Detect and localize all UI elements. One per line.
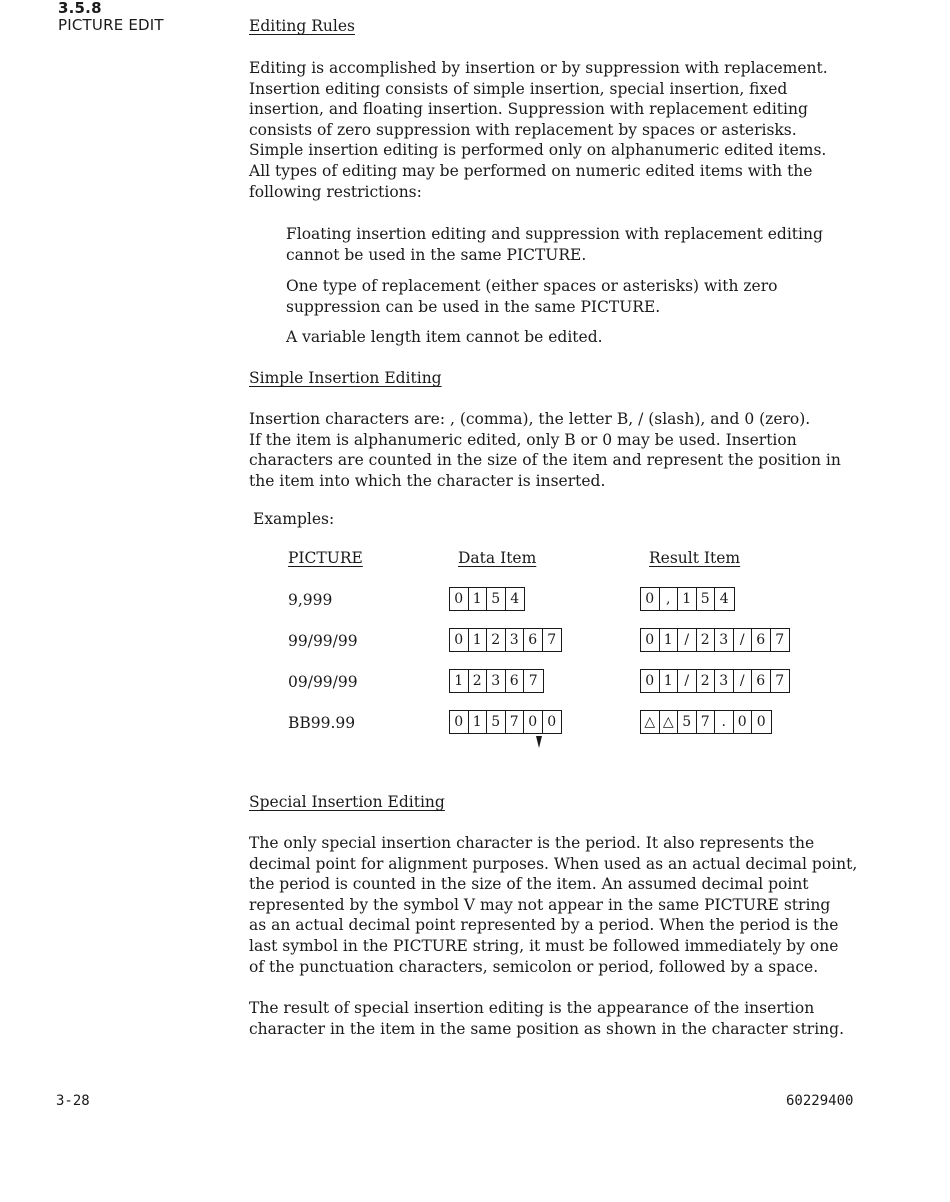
char-cell: / — [734, 670, 753, 692]
char-cell: 7 — [528, 673, 538, 689]
char-cell: 6 — [752, 629, 771, 651]
picture-string: 99/99/99 — [288, 632, 358, 650]
section-margin-heading — [58, 0, 164, 34]
char-cell: 0 — [641, 629, 660, 651]
restriction-item: One type of replacement (either spaces or asterisks) with zero suppression can be used in the same PICTURE. — [286, 277, 778, 316]
char-cell: 5 — [697, 588, 716, 610]
char-cell: 0 — [641, 670, 660, 692]
result-item-boxes — [640, 669, 790, 693]
decimal-point-marker — [536, 736, 542, 748]
char-cell: 6 — [752, 670, 771, 692]
picture-string: BB99.99 — [288, 714, 356, 732]
picture-string: 9,999 — [288, 591, 333, 609]
result-item-boxes — [640, 710, 772, 734]
data-item-boxes — [449, 710, 562, 734]
char-cell: 5 — [487, 588, 506, 610]
special-insertion-result-body: The result of special insertion editing is the appearance of the insertion character in the item in the same position as shown in the character string. — [249, 999, 845, 1038]
char-cell: 1 — [450, 670, 469, 692]
char-cell: , — [660, 588, 679, 610]
column-header-picture: PICTURE — [288, 549, 363, 567]
restriction-item: A variable length item cannot be edited. — [286, 328, 603, 346]
char-cell: 1 — [469, 711, 488, 733]
char-cell: 0 — [641, 588, 660, 610]
editing-rules-intro: Editing is accomplished by insertion or by suppression with replacement. Insertion editing consists of simple insertion, special insertion, fixed insertion, and floating insertion. Suppression with replacement editing consists of zero suppression with replacement by spaces or asterisks. Simple insertion editing is performed only on alphanumeric edited items. All types of editing may be performed on numeric edited items with the following restrictions: — [249, 59, 828, 201]
char-cell: 5 — [487, 711, 506, 733]
char-cell: 2 — [697, 670, 716, 692]
char-cell: 0 — [450, 588, 469, 610]
data-item-boxes — [449, 628, 562, 652]
char-cell: 0 — [524, 711, 543, 733]
char-cell: . — [715, 711, 734, 733]
char-cell: 1 — [469, 629, 488, 651]
char-cell: 3 — [715, 629, 734, 651]
examples-label: Examples: — [253, 510, 335, 528]
char-cell: / — [678, 670, 697, 692]
picture-string: 09/99/99 — [288, 673, 358, 691]
char-cell: 0 — [547, 714, 557, 730]
char-cell: 5 — [678, 711, 697, 733]
char-cell: 7 — [506, 711, 525, 733]
char-cell: 3 — [715, 670, 734, 692]
restriction-item: Floating insertion editing and suppression with replacement editing cannot be used in the same PICTURE. — [286, 225, 823, 264]
char-cell: 3 — [487, 670, 506, 692]
editing-rules-heading: Editing Rules — [249, 17, 355, 35]
char-cell: 2 — [487, 629, 506, 651]
char-cell: △ — [641, 711, 660, 733]
char-cell: △ — [660, 711, 679, 733]
char-cell: 1 — [660, 629, 679, 651]
page-number: 3-28 — [56, 1093, 90, 1109]
column-header-result-item: Result Item — [649, 549, 741, 567]
char-cell: / — [734, 629, 753, 651]
char-cell: 4 — [719, 591, 729, 607]
char-cell: 2 — [469, 670, 488, 692]
column-header-data-item: Data Item — [458, 549, 537, 567]
simple-insertion-body: Insertion characters are: , (comma), the letter B, / (slash), and 0 (zero). If the item is alphanumeric edited, only B or 0 may be used. Insertion characters are counted in the size of the item and represent the position in the item into which the character is inserted. — [249, 410, 841, 490]
data-item-boxes — [449, 587, 525, 611]
char-cell: 0 — [734, 711, 753, 733]
special-insertion-heading: Special Insertion Editing — [249, 793, 445, 811]
char-cell: 0 — [756, 714, 766, 730]
special-insertion-body: The only special insertion character is the period. It also represents the decimal point for alignment purposes. When used as an actual decimal point, the period is counted in the size of the item. An assumed decimal point represented by the symbol V may not appear in the same PICTURE string as an actual decimal point represented by a period. When the period is the last symbol in the PICTURE string, it must be followed immediately by one of the punctuation characters, semicolon or period, followed by a space. — [249, 834, 858, 976]
char-cell: 7 — [775, 673, 785, 689]
char-cell: 0 — [450, 711, 469, 733]
char-cell: 6 — [506, 670, 525, 692]
result-item-boxes — [640, 587, 735, 611]
section-number: 3.5.8 — [58, 0, 102, 17]
document-number: 60229400 — [786, 1093, 854, 1109]
char-cell: 3 — [506, 629, 525, 651]
char-cell: 2 — [697, 629, 716, 651]
char-cell: 1 — [660, 670, 679, 692]
char-cell: 7 — [547, 632, 557, 648]
simple-insertion-heading: Simple Insertion Editing — [249, 369, 442, 387]
section-title: PICTURE EDIT — [58, 16, 164, 34]
char-cell: 0 — [450, 629, 469, 651]
char-cell: 4 — [510, 591, 520, 607]
char-cell: 6 — [524, 629, 543, 651]
char-cell: 1 — [469, 588, 488, 610]
char-cell: 1 — [678, 588, 697, 610]
char-cell: / — [678, 629, 697, 651]
char-cell: 7 — [697, 711, 716, 733]
result-item-boxes — [640, 628, 790, 652]
data-item-boxes — [449, 669, 544, 693]
char-cell: 7 — [775, 632, 785, 648]
